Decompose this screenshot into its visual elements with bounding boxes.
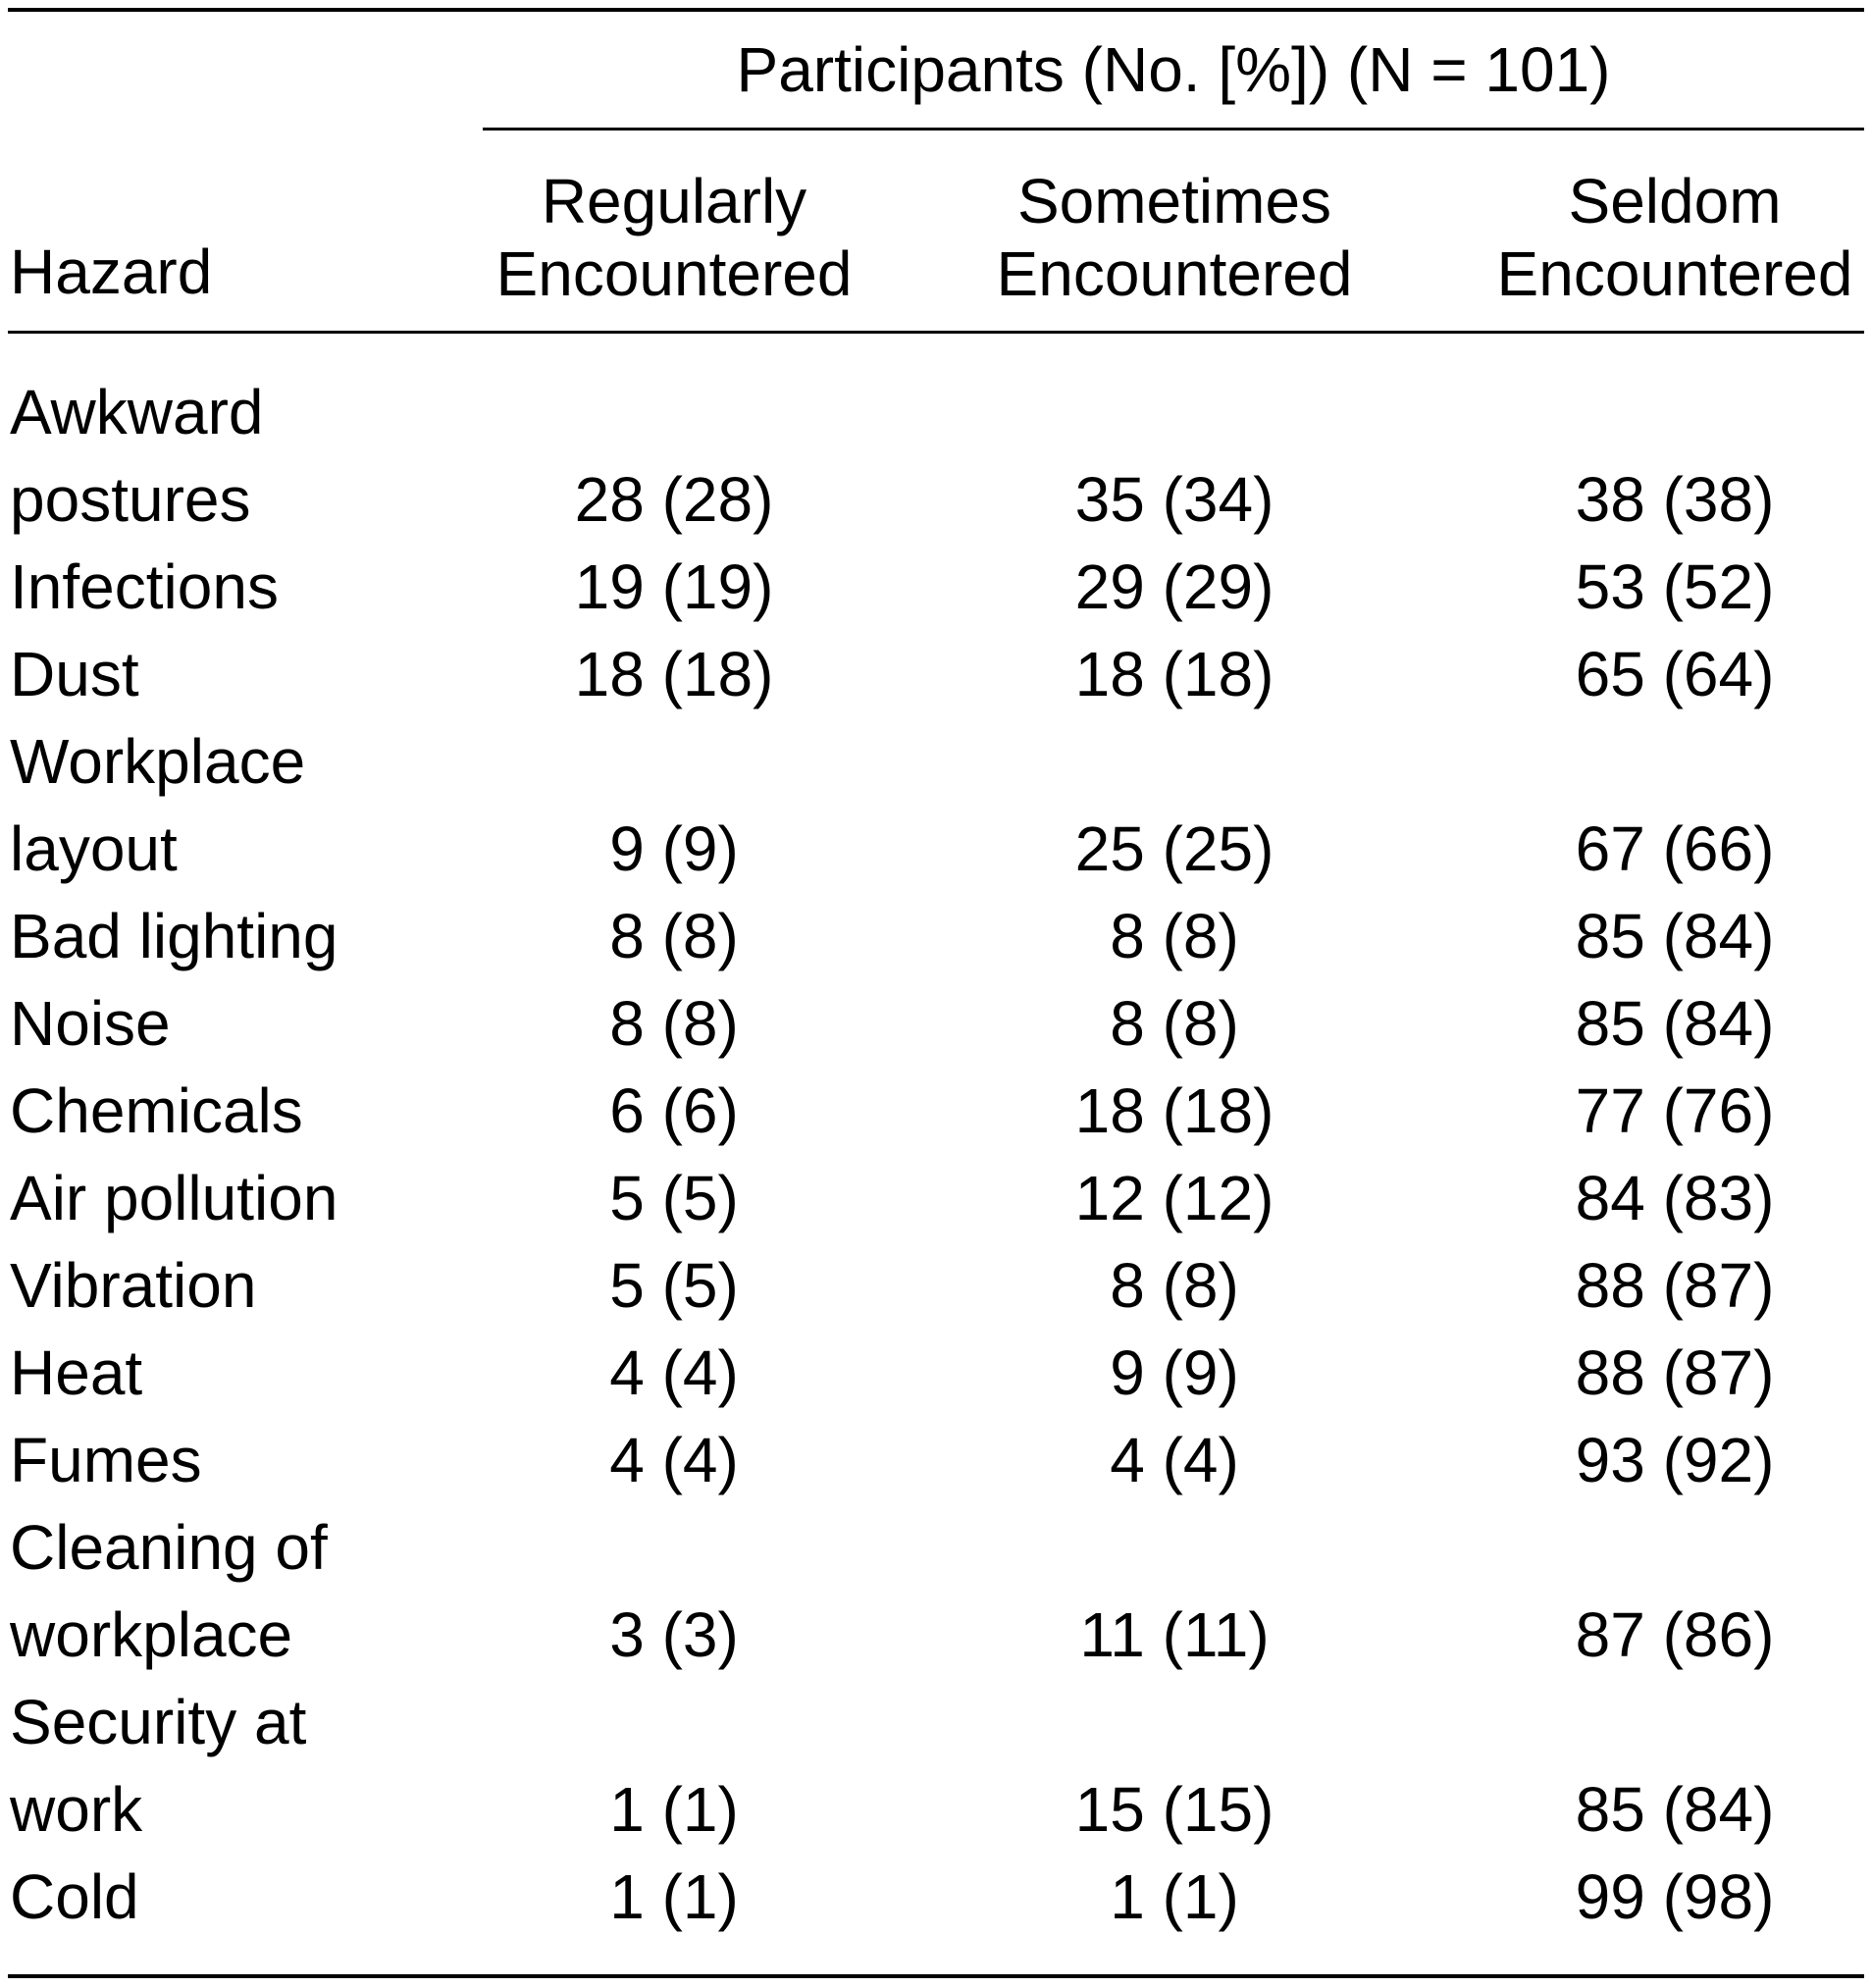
table-cell: 9 (9) xyxy=(609,813,739,884)
row-label-line: Workplace xyxy=(10,726,306,797)
column-header-line: Seldom xyxy=(1568,166,1782,236)
table-top-rule xyxy=(8,8,1864,12)
table-cell: 29 (29) xyxy=(1074,551,1274,622)
row-label xyxy=(10,631,139,718)
table-cell: 25 (25) xyxy=(1074,813,1274,884)
table-cell: 67 (66) xyxy=(1575,813,1775,884)
column-header-line: Encountered xyxy=(1496,238,1853,309)
table-cell: 87 (86) xyxy=(1575,1599,1775,1670)
table-cell: 8 (8) xyxy=(1110,1250,1239,1321)
column-header-regularly xyxy=(468,165,880,310)
column-header-line: Encountered xyxy=(996,238,1353,309)
row-label-line: Noise xyxy=(10,988,171,1059)
header-rule xyxy=(8,331,1864,334)
column-spanner-header: Participants (No. [%]) (N = 101) xyxy=(736,34,1611,105)
row-label xyxy=(10,369,263,544)
row-label xyxy=(10,718,305,893)
table-cell: 18 (18) xyxy=(574,639,774,709)
table-cell: 8 (8) xyxy=(609,988,739,1059)
table-cell: 5 (5) xyxy=(609,1250,739,1321)
table-cell: 8 (8) xyxy=(609,901,739,971)
table-cell: 8 (8) xyxy=(1110,988,1239,1059)
row-label xyxy=(10,1504,328,1679)
row-label xyxy=(10,980,171,1068)
table-cell: 6 (6) xyxy=(609,1075,739,1146)
table-cell: 77 (76) xyxy=(1575,1075,1775,1146)
table-cell: 18 (18) xyxy=(1074,639,1274,709)
row-label-line: Cold xyxy=(10,1861,139,1932)
row-label-line: Awkward xyxy=(10,377,264,447)
row-label xyxy=(10,1068,303,1155)
table-cell: 4 (4) xyxy=(1110,1425,1239,1495)
table-cell: 1 (1) xyxy=(1110,1861,1239,1932)
row-label-line: Infections xyxy=(10,551,279,622)
hazard-column-header: Hazard xyxy=(10,236,213,307)
row-label-line: workplace xyxy=(10,1599,293,1670)
row-label xyxy=(10,1242,256,1330)
table-cell: 4 (4) xyxy=(609,1337,739,1408)
row-label-line: postures xyxy=(10,464,251,535)
column-header-seldom xyxy=(1469,165,1872,310)
row-label xyxy=(10,1155,338,1242)
column-header-line: Regularly xyxy=(541,166,807,236)
row-label xyxy=(10,1417,202,1504)
table-cell: 85 (84) xyxy=(1575,1774,1775,1845)
table-cell: 5 (5) xyxy=(609,1163,739,1233)
table-cell: 3 (3) xyxy=(609,1599,739,1670)
column-header-line: Encountered xyxy=(495,238,853,309)
row-label-line: Vibration xyxy=(10,1250,257,1321)
row-label-line: work xyxy=(10,1774,143,1845)
table-cell: 85 (84) xyxy=(1575,901,1775,971)
table-cell: 4 (4) xyxy=(609,1425,739,1495)
table-cell: 85 (84) xyxy=(1575,988,1775,1059)
row-label-line: Dust xyxy=(10,639,139,709)
table-cell: 84 (83) xyxy=(1575,1163,1775,1233)
row-label-line: Cleaning of xyxy=(10,1512,328,1583)
table-cell: 1 (1) xyxy=(609,1861,739,1932)
table-cell: 15 (15) xyxy=(1074,1774,1274,1845)
table-cell: 28 (28) xyxy=(574,464,774,535)
row-label-line: Heat xyxy=(10,1337,143,1408)
row-label xyxy=(10,1854,139,1941)
column-header-line: Sometimes xyxy=(1016,166,1332,236)
row-label xyxy=(10,1330,142,1417)
table-cell: 38 (38) xyxy=(1575,464,1775,535)
table-cell: 12 (12) xyxy=(1074,1163,1274,1233)
table-cell: 35 (34) xyxy=(1074,464,1274,535)
row-label-line: layout xyxy=(10,813,178,884)
table-cell: 8 (8) xyxy=(1110,901,1239,971)
row-label-line: Chemicals xyxy=(10,1075,303,1146)
table-cell: 53 (52) xyxy=(1575,551,1775,622)
row-label-line: Security at xyxy=(10,1687,307,1757)
table-cell: 88 (87) xyxy=(1575,1250,1775,1321)
row-label-line: Bad lighting xyxy=(10,901,338,971)
spanner-rule xyxy=(483,128,1864,131)
table-cell: 9 (9) xyxy=(1110,1337,1239,1408)
table-cell: 18 (18) xyxy=(1074,1075,1274,1146)
row-label-line: Fumes xyxy=(10,1425,202,1495)
table-cell: 93 (92) xyxy=(1575,1425,1775,1495)
row-label xyxy=(10,544,279,631)
table-bottom-rule xyxy=(8,1974,1864,1978)
table-cell: 99 (98) xyxy=(1575,1861,1775,1932)
row-label-line: Air pollution xyxy=(10,1163,338,1233)
table-cell: 19 (19) xyxy=(574,551,774,622)
column-header-sometimes xyxy=(968,165,1380,310)
table-cell: 1 (1) xyxy=(609,1774,739,1845)
table-cell: 88 (87) xyxy=(1575,1337,1775,1408)
row-label xyxy=(10,1679,306,1854)
row-label xyxy=(10,893,338,980)
table-cell: 11 (11) xyxy=(1079,1599,1270,1670)
table-cell: 65 (64) xyxy=(1575,639,1775,709)
